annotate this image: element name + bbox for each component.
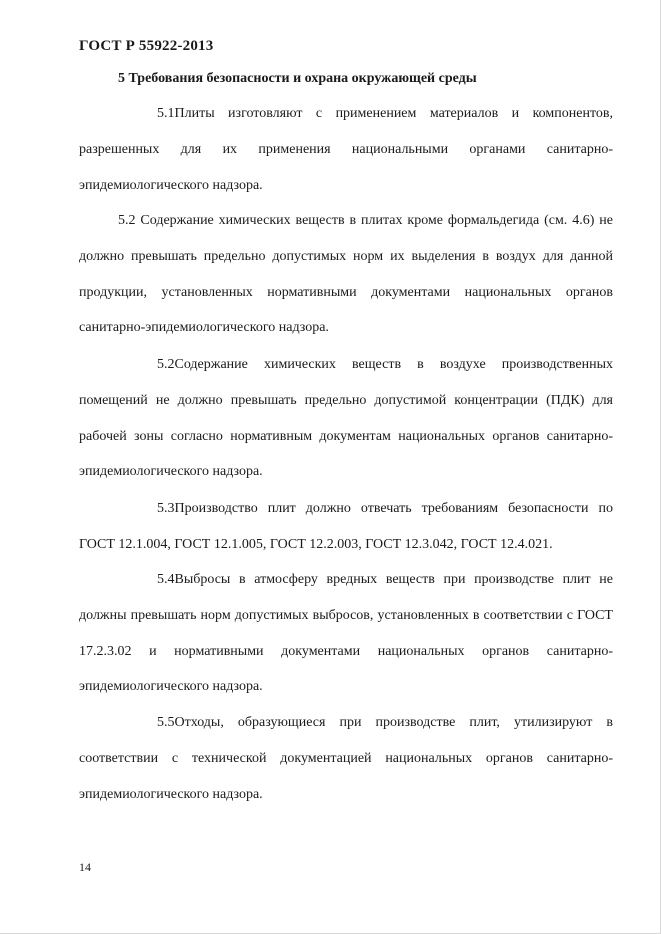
- paragraph-5-2-a: [79, 203, 613, 346]
- paragraph-text: Плиты изготовляют с применением материалов и компонентов, разрешенных для их применения национальными органами санитарно-эпидемиологического надзора.: [79, 106, 613, 193]
- paragraph-5-5: [79, 705, 613, 812]
- paragraph-5-3: [79, 491, 613, 563]
- paragraph-text: Отходы, образующиеся при производстве плит, утилизируют в соответствии с технической документацией национальных органов санитарно-эпидемиологического надзора.: [79, 715, 613, 802]
- paragraph-number: 5.3: [157, 501, 175, 516]
- paragraph-text: Содержание химических веществ в воздухе производственных помещений не должно превышать предельно допустимой концентрации (ПДК) для рабочей зоны согласно нормативным документам национальных органов санитарно-эпидемиологического надзора.: [79, 357, 613, 480]
- paragraph-5-2-b: [79, 347, 613, 490]
- paragraph-text: 5.2 Содержание химических веществ в плитах кроме формальдегида (см. 4.6) не должно превышать предельно допустимых норм их выделения в воздух для данной продукции, установленных нормативными документами национальных органов санитарно-эпидемиологического надзора.: [79, 213, 613, 336]
- page-number: 14: [79, 860, 91, 874]
- paragraph-number: 5.2: [157, 357, 175, 372]
- paragraph-5-4: [79, 562, 613, 705]
- paragraph-text: Производство плит должно отвечать требованиям безопасности по ГОСТ 12.1.004, ГОСТ 12.1.005, ГОСТ 12.2.003, ГОСТ 12.3.042, ГОСТ 12.4.021.: [79, 501, 613, 552]
- paragraph-number: 5.5: [157, 715, 175, 730]
- paragraph-5-1: [79, 96, 613, 203]
- document-header: ГОСТ Р 55922-2013: [79, 38, 214, 54]
- paragraph-number: 5.4: [157, 572, 175, 587]
- paragraph-number: 5.1: [157, 106, 175, 121]
- section-title: 5 Требования безопасности и охрана окружающей среды: [118, 71, 477, 86]
- paragraph-text: Выбросы в атмосферу вредных веществ при производстве плит не должны превышать норм допустимых выбросов, установленных в соответствии с ГОСТ 17.2.3.02 и нормативными документами национальных органов санитарно-эпидемиологического надзора.: [79, 572, 613, 695]
